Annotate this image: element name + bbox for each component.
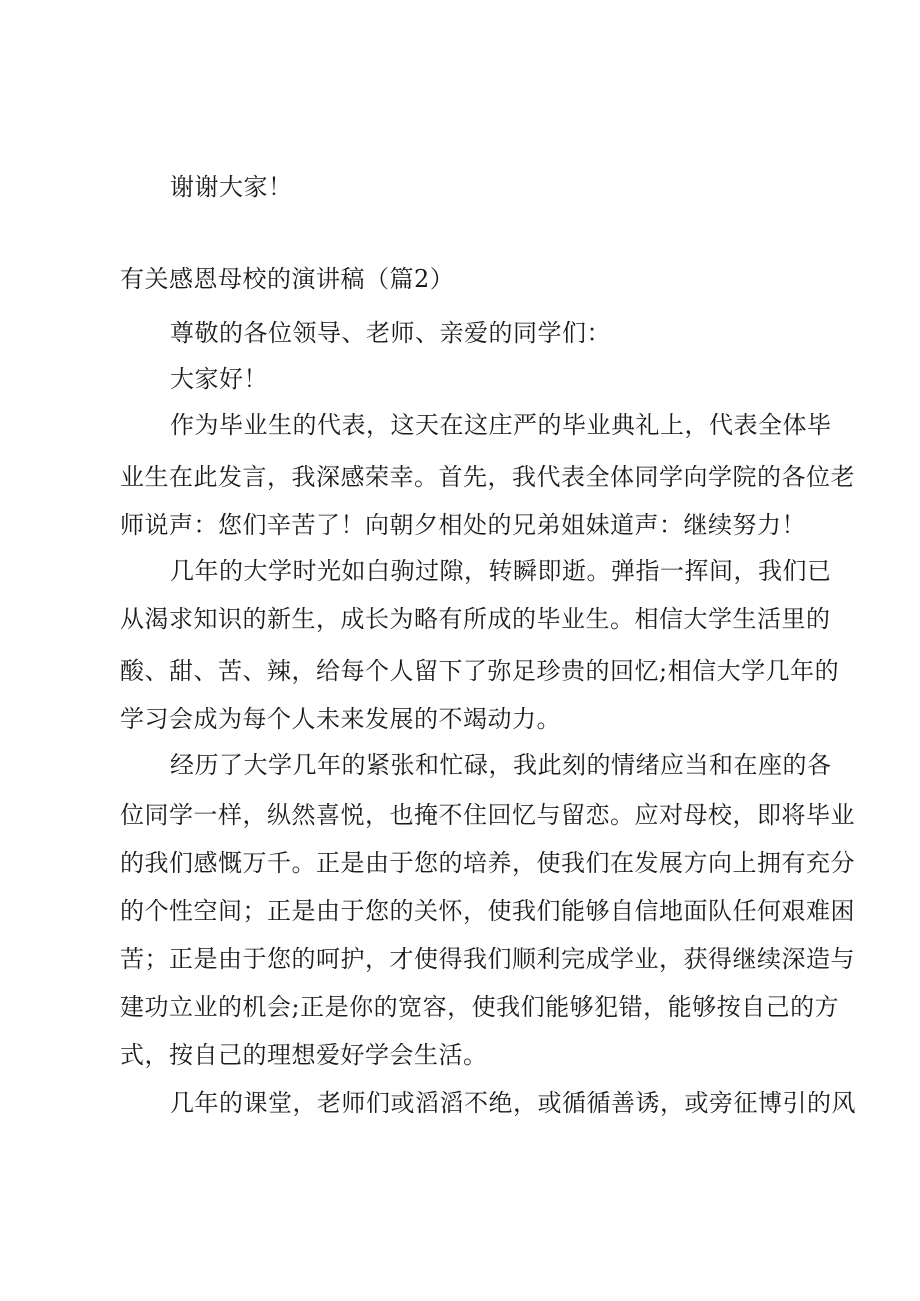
salutation-line: 尊敬的各位领导、老师、亲爱的同学们： [170, 319, 611, 347]
section-heading: 有关感恩母校的演讲稿（篇2） [120, 265, 455, 293]
paragraph-line: 苦；正是由于您的呵护，才使得我们顺利完成学业，获得继续深造与 [120, 945, 855, 973]
paragraph-line: 作为毕业生的代表，这天在这庄严的毕业典礼上，代表全体毕 [170, 411, 832, 439]
greeting-line: 大家好！ [170, 365, 268, 393]
paragraph-line: 位同学一样，纵然喜悦，也掩不住回忆与留恋。应对母校，即将毕业 [120, 801, 855, 829]
paragraph-line: 经历了大学几年的紧张和忙碌，我此刻的情绪应当和在座的各 [170, 751, 832, 779]
paragraph-line: 从渴求知识的新生，成长为略有所成的毕业生。相信大学生活里的 [120, 605, 831, 633]
paragraph-line: 式，按自己的理想爱好学会生活。 [120, 1041, 488, 1069]
closing-line: 谢谢大家！ [170, 173, 293, 201]
paragraph-line: 业生在此发言，我深感荣幸。首先，我代表全体同学向学院的各位老 [120, 463, 855, 491]
paragraph-line: 师说声：您们辛苦了！向朝夕相处的兄弟姐妹道声：继续努力！ [120, 511, 806, 539]
paragraph-line: 的个性空间；正是由于您的关怀，使我们能够自信地面队任何艰难困 [120, 897, 855, 925]
paragraph-line: 建功立业的机会;正是你的宽容，使我们能够犯错，能够按自己的方 [120, 993, 840, 1021]
paragraph-line: 几年的大学时光如白驹过隙，转瞬即逝。弹指一挥间，我们已 [170, 557, 832, 585]
paragraph-line: 的我们感慨万千。正是由于您的培养，使我们在发展方向上拥有充分 [120, 849, 855, 877]
paragraph-line: 几年的课堂，老师们或滔滔不绝，或循循善诱，或旁征博引的风 [170, 1089, 856, 1117]
paragraph-line: 酸、甜、苦、辣，给每个人留下了弥足珍贵的回忆;相信大学几年的 [120, 657, 840, 685]
paragraph-line: 学习会成为每个人未来发展的不竭动力。 [120, 705, 561, 733]
